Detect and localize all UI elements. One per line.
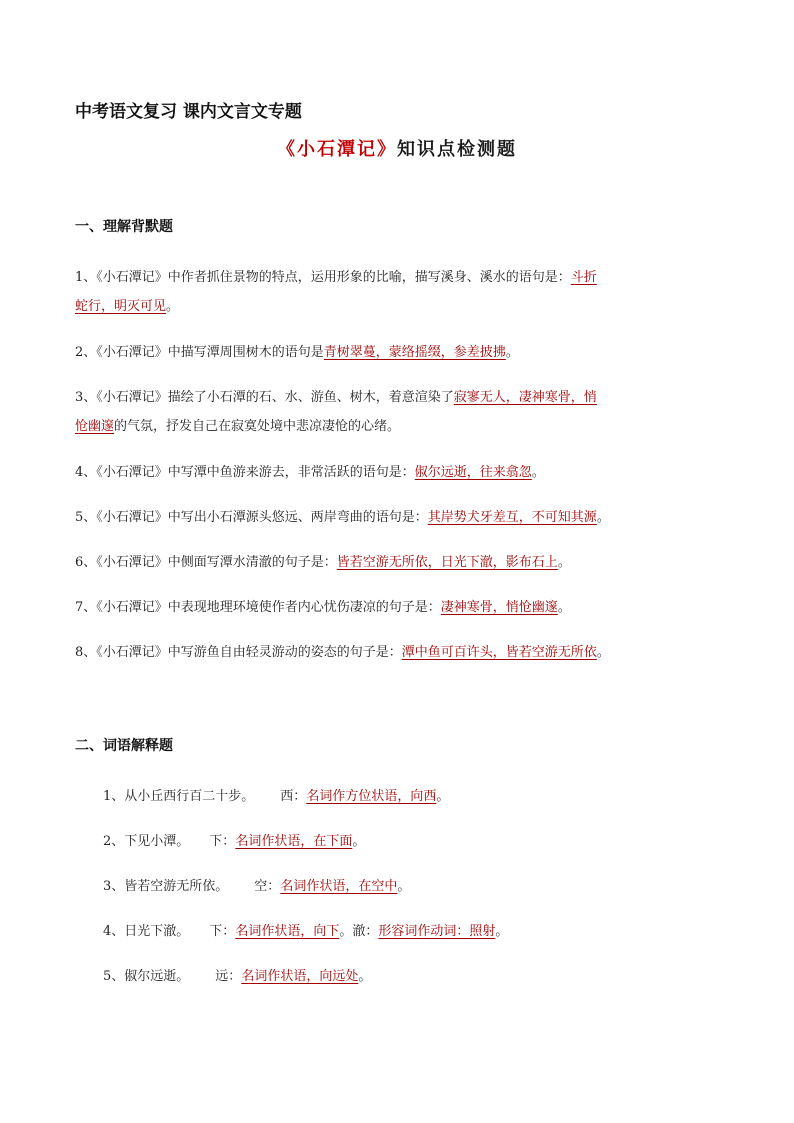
answer-text: 怆幽邃 (75, 419, 115, 434)
question-item-5 (75, 507, 610, 529)
item-text: 《小石潭记》中描写潭周围树木的语句是 (96, 345, 324, 360)
item-number: 5、 (103, 969, 125, 984)
item-end: 。 (596, 510, 610, 525)
item-number: 3、 (75, 390, 97, 405)
vocab-item-1 (103, 786, 449, 808)
item-text: 下见小潭。 (124, 834, 190, 849)
vocab-word: 下： (209, 834, 236, 849)
section-heading-1: 一、理解背默题 (75, 219, 173, 235)
item-number: 2、 (103, 834, 125, 849)
answer-text: 青树翠蔓，蒙络摇缀，参差披拂 (323, 345, 506, 360)
item-number: 5、 (75, 510, 97, 525)
question-item-8 (75, 642, 610, 664)
question-item-3 (75, 387, 597, 409)
item-end: 。 (358, 969, 372, 984)
answer-text: 俶尔远逝，往来翕忽 (414, 465, 532, 480)
item-number: 7、 (75, 600, 97, 615)
subtitle-black: 知识点检测题 (397, 139, 517, 160)
item-number: 1、 (103, 789, 125, 804)
item-text: 《小石潭记》描绘了小石潭的石、水、游鱼、树木，着意渲染了 (96, 390, 454, 405)
question-item-3-cont (75, 416, 400, 438)
item-end: 。 (166, 299, 180, 314)
answer-text: 名词作状语，在下面 (235, 834, 353, 849)
question-item-1 (75, 267, 597, 289)
item-text: 《小石潭记》中表现地理环境使作者内心忧伤凄凉的句子是： (96, 600, 441, 615)
item-end: 。 (436, 789, 450, 804)
answer-text: 其岸势犬牙差互，不可知其源 (427, 510, 597, 525)
item-number: 3、 (103, 879, 125, 894)
item-text: 《小石潭记》中写潭中鱼游来游去，非常活跃的语句是： (96, 465, 415, 480)
item-text: 《小石潭记》中作者抓住景物的特点，运用形象的比喻，描写溪身、溪水的语句是： (96, 270, 571, 285)
item-end: 。 (557, 555, 571, 570)
question-item-7 (75, 597, 571, 619)
item-number: 6、 (75, 555, 97, 570)
answer-text: 寂寥无人，凄神寒骨，悄 (453, 390, 597, 405)
answer-text: 皆若空游无所依，日光下澈，影布石上 (336, 555, 558, 570)
answer-text: 凄神寒骨，悄怆幽邃 (440, 600, 558, 615)
item-end: 。 (339, 924, 353, 939)
item-number: 2、 (75, 345, 97, 360)
vocab-item-3 (103, 876, 410, 898)
item-end: 。 (352, 834, 366, 849)
answer-text: 名词作状语，向下 (235, 924, 340, 939)
item-end: 。 (531, 465, 545, 480)
subtitle-red: 《小石潭记》 (277, 139, 397, 160)
vocab-word: 远： (215, 969, 242, 984)
answer-text: 名词作状语，向远处 (241, 969, 359, 984)
question-item-6 (75, 552, 571, 574)
vocab-word: 西： (280, 789, 307, 804)
vocab-item-4 (103, 921, 508, 943)
item-text: 《小石潭记》中写游鱼自由轻灵游动的姿态的句子是： (96, 645, 402, 660)
section-heading-2: 二、词语解释题 (75, 738, 173, 754)
answer-text: 形容词作动词：照射 (378, 924, 496, 939)
item-text: 日光下澈。 (124, 924, 190, 939)
document-subtitle (0, 135, 794, 161)
item-end: 。 (596, 645, 610, 660)
answer-text: 蛇行，明灭可见 (75, 299, 167, 314)
answer-text: 名词作方位状语，向西 (306, 789, 437, 804)
item-text: 《小石潭记》中写出小石潭源头悠远、两岸弯曲的语句是： (96, 510, 428, 525)
answer-text: 名词作状语，在空中 (280, 879, 398, 894)
vocab-item-5 (103, 966, 371, 988)
item-number: 8、 (75, 645, 97, 660)
item-end: 。 (495, 924, 509, 939)
item-text: 皆若空游无所依。 (124, 879, 229, 894)
answer-text: 斗折 (570, 270, 597, 285)
question-item-4 (75, 462, 545, 484)
question-item-1-cont (75, 296, 179, 318)
vocab-word: 空： (254, 879, 281, 894)
question-item-2 (75, 342, 519, 364)
item-text: 俶尔远逝。 (124, 969, 190, 984)
item-text: 《小石潭记》中侧面写潭水清澈的句子是： (96, 555, 337, 570)
vocab-word: 下： (209, 924, 236, 939)
item-end: 。 (505, 345, 519, 360)
vocab-item-2 (103, 831, 365, 853)
vocab-word: 澈： (352, 924, 379, 939)
document-title: 中考语文复习 课内文言文专题 (75, 102, 302, 122)
item-end: 的气氛，抒发自己在寂寞处境中悲凉凄怆的心绪。 (114, 419, 401, 434)
item-number: 4、 (75, 465, 97, 480)
item-text: 从小丘西行百二十步。 (124, 789, 255, 804)
item-number: 1、 (75, 270, 97, 285)
item-number: 4、 (103, 924, 125, 939)
item-end: 。 (557, 600, 571, 615)
answer-text: 潭中鱼可百许头，皆若空游无所依 (401, 645, 597, 660)
item-end: 。 (397, 879, 411, 894)
